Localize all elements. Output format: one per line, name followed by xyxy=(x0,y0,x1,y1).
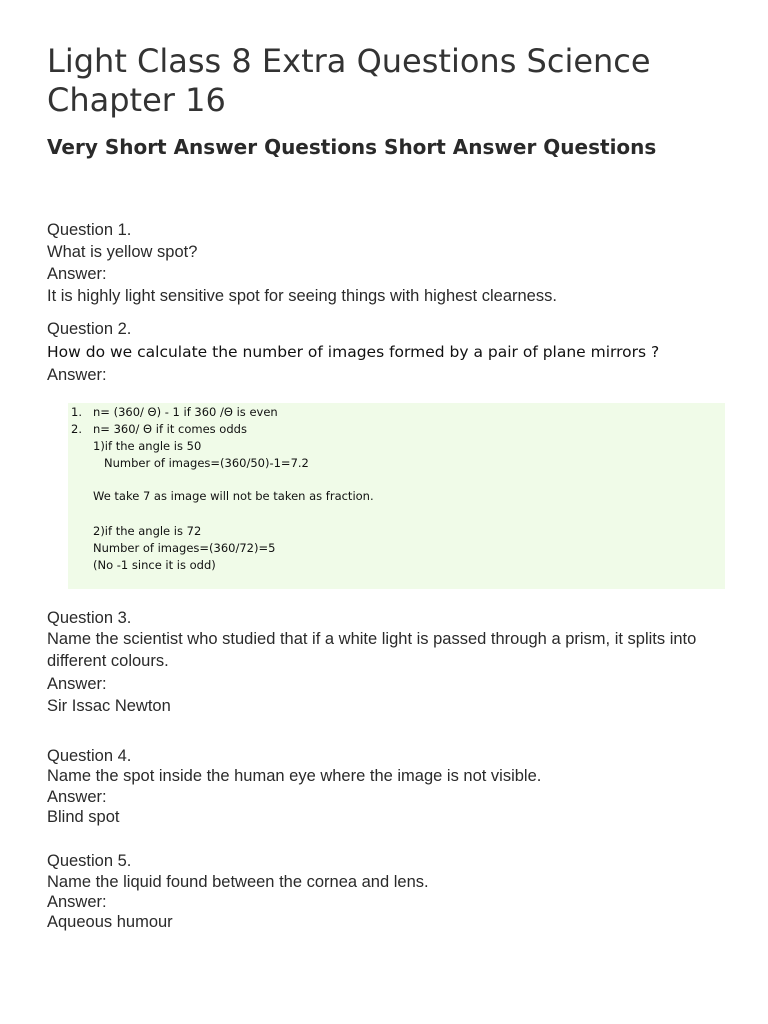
question-2-label: Question 2. xyxy=(47,320,132,338)
question-3-answer: Sir Issac Newton xyxy=(47,697,171,715)
question-3-label: Question 3. xyxy=(47,609,132,627)
question-5-answer-label: Answer: xyxy=(47,893,107,911)
answer-list-number: 2. xyxy=(71,422,82,436)
question-1-label: Question 1. xyxy=(47,221,132,239)
question-5-text: Name the liquid found between the cornea and lens. xyxy=(47,873,429,891)
question-4-label: Question 4. xyxy=(47,747,132,765)
question-2-text: How do we calculate the number of images formed by a pair of plane mirrors ? xyxy=(47,343,660,361)
question-1-text: What is yellow spot? xyxy=(47,243,198,261)
question-2-answer-label: Answer: xyxy=(47,366,107,384)
answer-line: Number of images=(360/72)=5 xyxy=(93,541,276,555)
answer-line: 1)if the angle is 50 xyxy=(93,439,202,453)
page-subtitle: Very Short Answer Questions Short Answer Questions xyxy=(47,135,657,159)
answer-line: (No -1 since it is odd) xyxy=(93,558,216,572)
question-4-answer: Blind spot xyxy=(47,808,120,826)
answer-line: We take 7 as image will not be taken as fraction. xyxy=(93,489,374,503)
question-2-answer-box xyxy=(68,403,725,589)
question-3-text: Name the scientist who studied that if a white light is passed through a prism, it splits into different colours. xyxy=(47,630,697,670)
answer-list-item: n= 360/ Θ if it comes odds xyxy=(93,422,247,436)
question-5-label: Question 5. xyxy=(47,852,132,870)
question-4-text: Name the spot inside the human eye where the image is not visible. xyxy=(47,767,542,785)
answer-list-number: 1. xyxy=(71,405,82,419)
question-3-answer-label: Answer: xyxy=(47,675,107,693)
question-4-answer-label: Answer: xyxy=(47,788,107,806)
question-1-answer: It is highly light sensitive spot for seeing things with highest clearness. xyxy=(47,287,557,305)
answer-list-item: n= (360/ Θ) - 1 if 360 /Θ is even xyxy=(93,405,278,419)
question-1-answer-label: Answer: xyxy=(47,265,107,283)
answer-line: Number of images=(360/50)-1=7.2 xyxy=(104,456,309,470)
answer-line: 2)if the angle is 72 xyxy=(93,524,202,538)
page-title: Light Class 8 Extra Questions Science Chapter 16 xyxy=(47,42,651,119)
question-5-answer: Aqueous humour xyxy=(47,913,173,931)
